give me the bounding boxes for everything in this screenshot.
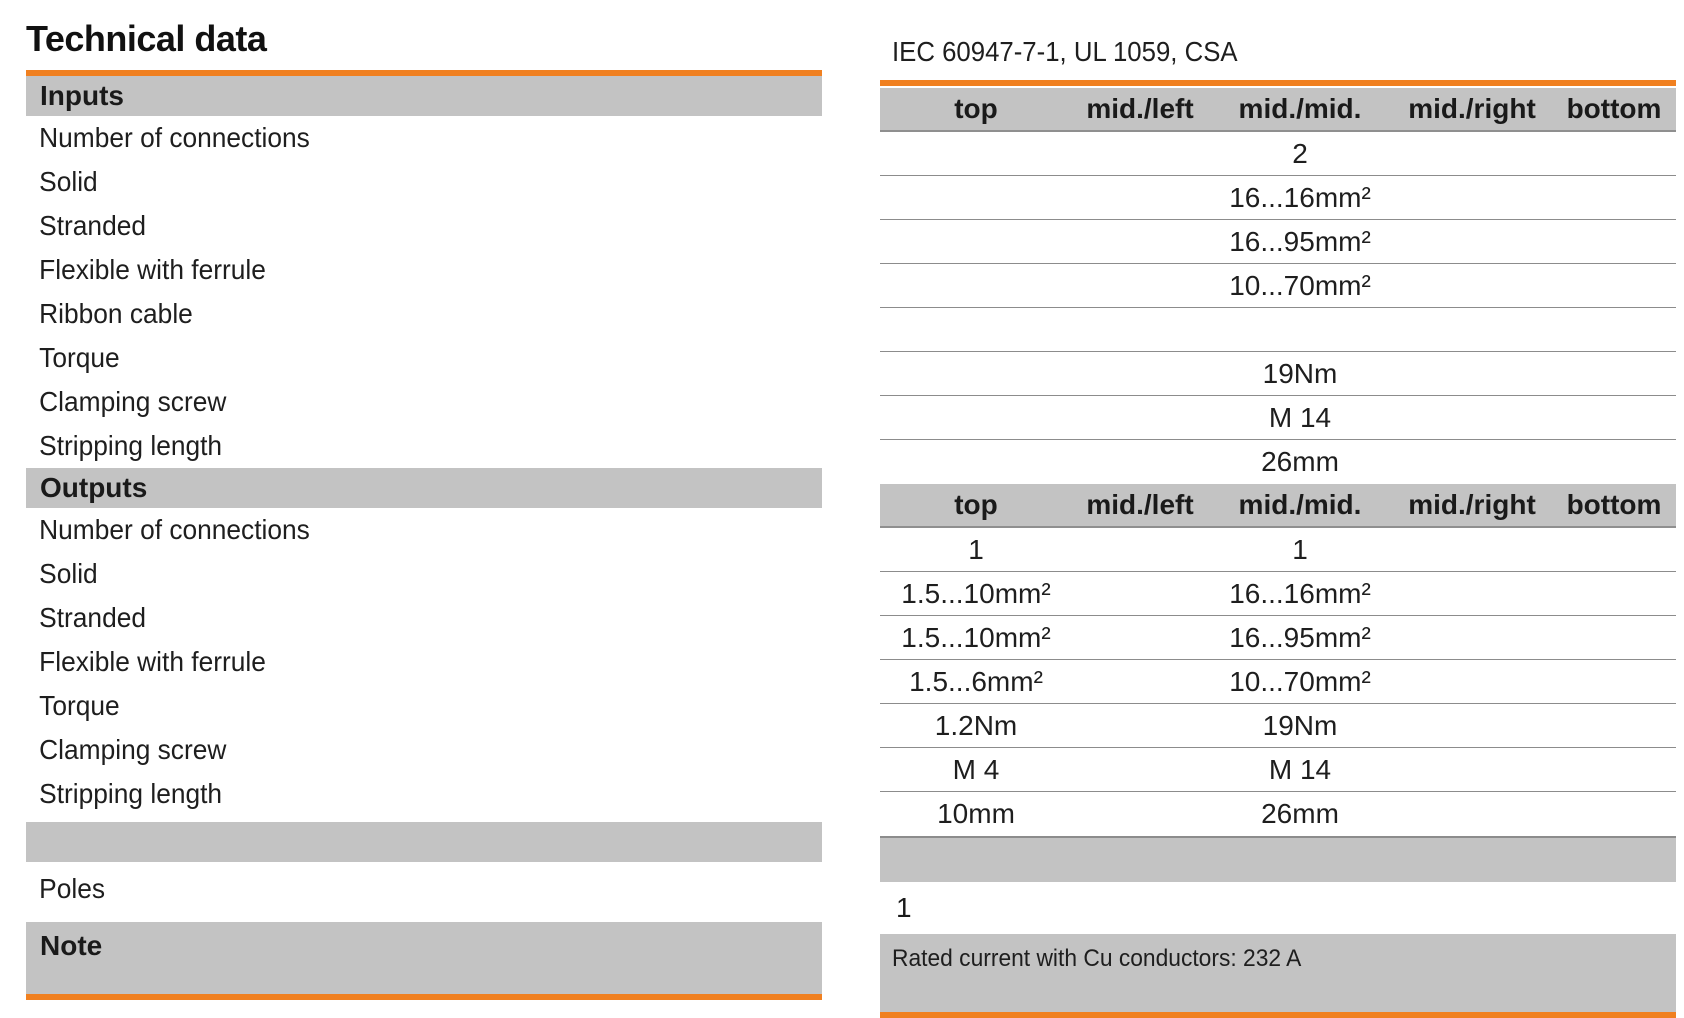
cell-top: 1.5...6mm²	[909, 665, 1043, 697]
outputs-label-list	[26, 508, 822, 816]
inputs-table-header	[880, 88, 1676, 132]
cell-top: 10mm	[937, 798, 1015, 829]
row-label: Stripping length	[39, 778, 223, 809]
cell-mid-mid: 16...95mm²	[1229, 225, 1371, 257]
row-label: Torque	[39, 690, 120, 721]
row-label: Flexible with ferrule	[39, 646, 266, 677]
col-bottom: bottom	[1566, 93, 1662, 124]
poles-value: 1	[896, 892, 912, 923]
cell-mid-mid: 1	[1292, 533, 1308, 565]
table-row	[880, 352, 1676, 396]
cell-top: 1.5...10mm²	[901, 577, 1051, 609]
blank-section-header	[26, 822, 822, 862]
row-label: Flexible with ferrule	[39, 254, 266, 285]
left-bottom-accent-bar	[26, 994, 822, 1000]
outputs-value-rows	[880, 528, 1676, 836]
row-label: Stranded	[39, 210, 146, 241]
standard-line: IEC 60947-7-1, UL 1059, CSA	[892, 36, 1238, 67]
right-bottom-accent-bar	[880, 1012, 1676, 1018]
table-row	[880, 792, 1676, 836]
col-mid-mid: mid./mid.	[1238, 489, 1362, 520]
row-label: Clamping screw	[39, 386, 227, 417]
cell-top: 1	[968, 533, 984, 565]
table-row	[880, 264, 1676, 308]
note-header: Note	[26, 922, 822, 994]
col-mid-left: mid./left	[1086, 489, 1194, 520]
table-row	[880, 660, 1676, 704]
cell-top: 1.2Nm	[934, 709, 1018, 741]
cell-mid-mid: 19Nm	[1262, 709, 1338, 741]
col-top: top	[954, 489, 998, 520]
table-row	[880, 396, 1676, 440]
inputs-value-rows	[880, 132, 1676, 484]
cell-mid-mid: M 14	[1268, 401, 1332, 433]
cell-mid-mid: M 14	[1268, 753, 1332, 785]
outputs-section-header: Outputs	[26, 468, 822, 508]
table-row	[880, 440, 1676, 484]
cell-mid-mid: 26mm	[1261, 446, 1339, 477]
row-label: Number of connections	[39, 122, 310, 153]
cell-mid-mid: 10...70mm²	[1229, 269, 1371, 301]
col-mid-mid: mid./mid.	[1238, 93, 1362, 124]
inputs-label-list	[26, 116, 822, 468]
table-row	[880, 176, 1676, 220]
col-mid-left: mid./left	[1086, 93, 1194, 124]
table-row	[880, 132, 1676, 176]
right-top-accent-bar	[880, 80, 1676, 86]
row-label: Ribbon cable	[39, 298, 193, 329]
col-bottom: bottom	[1566, 489, 1662, 520]
poles-label: Poles	[39, 873, 106, 904]
outputs-table-header	[880, 484, 1676, 528]
note-text: Rated current with Cu conductors: 232 A	[892, 945, 1302, 972]
cell-top: 1.5...10mm²	[901, 621, 1051, 653]
blank-section-bar	[880, 838, 1676, 882]
table-row	[880, 528, 1676, 572]
table-row	[880, 572, 1676, 616]
row-label: Stranded	[39, 602, 146, 633]
table-row	[880, 748, 1676, 792]
row-label: Solid	[39, 166, 98, 197]
cell-mid-mid: 2	[1292, 137, 1308, 169]
table-row	[880, 220, 1676, 264]
row-label: Torque	[39, 342, 120, 373]
cell-mid-mid: 16...16mm²	[1229, 577, 1371, 609]
col-top: top	[954, 93, 998, 124]
col-mid-right: mid./right	[1408, 93, 1536, 124]
cell-top: M 4	[952, 753, 1000, 785]
row-label: Solid	[39, 558, 98, 589]
note-box	[880, 934, 1676, 1012]
inputs-section-header: Inputs	[26, 76, 822, 116]
cell-mid-mid: 10...70mm²	[1229, 665, 1371, 697]
row-label: Clamping screw	[39, 734, 227, 765]
cell-mid-mid: 16...95mm²	[1229, 621, 1371, 653]
cell-mid-mid: 26mm	[1261, 798, 1339, 829]
table-row	[880, 308, 1676, 352]
cell-mid-mid: 19Nm	[1262, 357, 1338, 389]
table-row	[880, 704, 1676, 748]
labels-column	[26, 76, 822, 1000]
row-label: Number of connections	[39, 514, 310, 545]
values-column	[880, 88, 1676, 1018]
cell-mid-mid: 16...16mm²	[1229, 181, 1371, 213]
page-title: Technical data	[26, 18, 267, 59]
table-row	[880, 616, 1676, 660]
row-label: Stripping length	[39, 430, 223, 461]
col-mid-right: mid./right	[1408, 489, 1536, 520]
